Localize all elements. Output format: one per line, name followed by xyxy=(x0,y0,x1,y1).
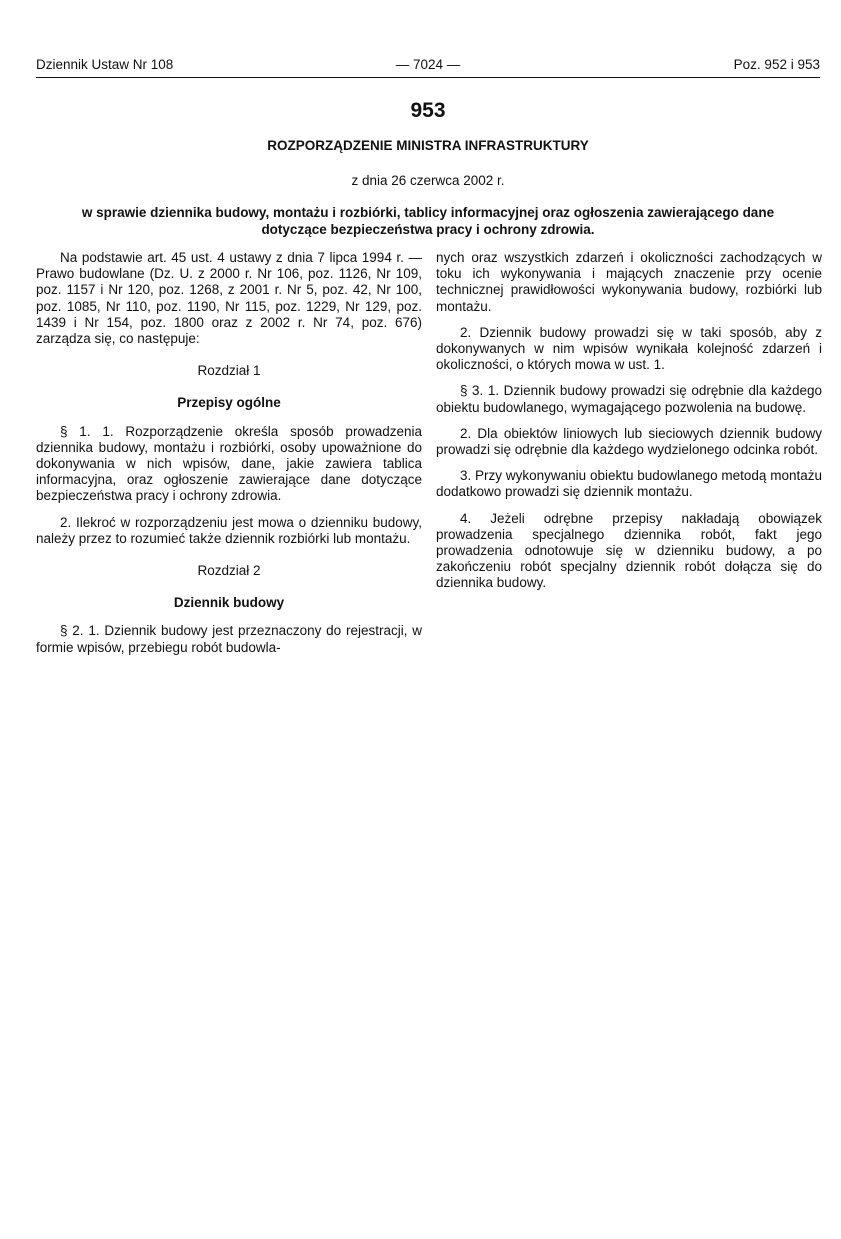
paragraph-s3-4: 4. Jeżeli odrębne przepisy nakładają obowiązek prowadzenia specjalnego dziennika robót, fakt jego prowadzenia odnotowuje się w dzienniku budowy, a po zakończeniu robót specjalny dziennik robót dołącza się do dziennika budowy. xyxy=(436,510,822,591)
paragraph-s1-2: 2. Ilekroć w rozporządzeniu jest mowa o dzienniku budowy, należy przez to rozumieć także dziennik rozbiórki lub montażu. xyxy=(36,514,422,546)
paragraph-s3-2: 2. Dla obiektów liniowych lub sieciowych dziennik budowy prowadzi się odrębnie dla każdego wydzielonego odcinka robót. xyxy=(436,425,822,458)
paragraph-s2-2: 2. Dziennik budowy prowadzi się w taki sposób, aby z dokonywanych w nim wpisów wynikała kolejność zdarzeń i okoliczności, o których mowa w ust. 1. xyxy=(436,324,822,373)
act-number: 953 xyxy=(410,99,446,122)
subject-line-2: dotyczące bezpieczeństwa pracy i ochrony zdrowia. xyxy=(261,222,595,237)
paragraph-s2-1-start: § 2. 1. Dziennik budowy jest przeznaczony do rejestracji, w formie wpisów, przebiegu robót budowla- xyxy=(36,623,422,655)
act-date: z dnia 26 czerwca 2002 r. xyxy=(351,173,505,188)
page-number: — 7024 — xyxy=(395,57,461,72)
chapter-1-title: Przepisy ogólne xyxy=(177,395,281,411)
journal-name: Dziennik Ustaw Nr 108 xyxy=(36,57,174,72)
chapter-1-label: Rozdział 1 xyxy=(197,363,261,379)
chapter-2-title: Dziennik budowy xyxy=(173,595,285,611)
subject-line-1: w sprawie dziennika budowy, montażu i rozbiórki, tablicy informacyjnej oraz ogłoszenia zawierającego dane xyxy=(81,205,775,220)
preamble: Na podstawie art. 45 ust. 4 ustawy z dnia 7 lipca 1994 r. — Prawo budowlane (Dz. U. z 2000 r. Nr 106, poz. 1126, Nr 109, poz. 1157 i Nr 120, poz. 1268, z 2001 r. Nr 5, poz. 42, Nr 100, poz. 1085, Nr 110, poz. 1190, Nr 115, poz. 1229, Nr 129, poz. 1439 i Nr 154, poz. 1800 oraz z 2002 r. Nr 74, poz. 676) zarządza się, co następuje: xyxy=(36,250,422,347)
paragraph-s1-1: § 1. 1. Rozporządzenie określa sposób prowadzenia dziennika budowy, montażu i rozbiórki, osoby upoważnione do dokonywania w nich wpisów, dane, jakie zawiera tablica informacyjna, oraz ogłoszenie zawierające dane dotyczące bezpieczeństwa pracy i ochrony zdrowia. xyxy=(36,423,422,504)
act-subject xyxy=(36,204,820,238)
right-column xyxy=(436,250,822,602)
page-header xyxy=(36,57,820,77)
paragraph-s3-1: § 3. 1. Dziennik budowy prowadzi się odrębnie dla każdego obiektu budowlanego, wymagającego pozwolenia na budowę. xyxy=(436,383,822,415)
position-reference: Poz. 952 i 953 xyxy=(733,57,820,72)
header-rule xyxy=(36,77,820,78)
act-title: ROZPORZĄDZENIE MINISTRA INFRASTRUKTURY xyxy=(267,138,589,153)
paragraph-s3-3: 3. Przy wykonywaniu obiektu budowlanego metodą montażu dodatkowo prowadzi się dziennik montażu. xyxy=(436,468,822,500)
left-column xyxy=(36,250,422,666)
document-page xyxy=(36,0,820,1239)
paragraph-s2-1-continued: nych oraz wszystkich zdarzeń i okoliczności zachodzących w toku ich wykonywania i mających znaczenie przy ocenie technicznej prawidłowości wykonywania budowy, rozbiórki lub montażu. xyxy=(436,250,822,314)
chapter-2-label: Rozdział 2 xyxy=(197,563,261,579)
